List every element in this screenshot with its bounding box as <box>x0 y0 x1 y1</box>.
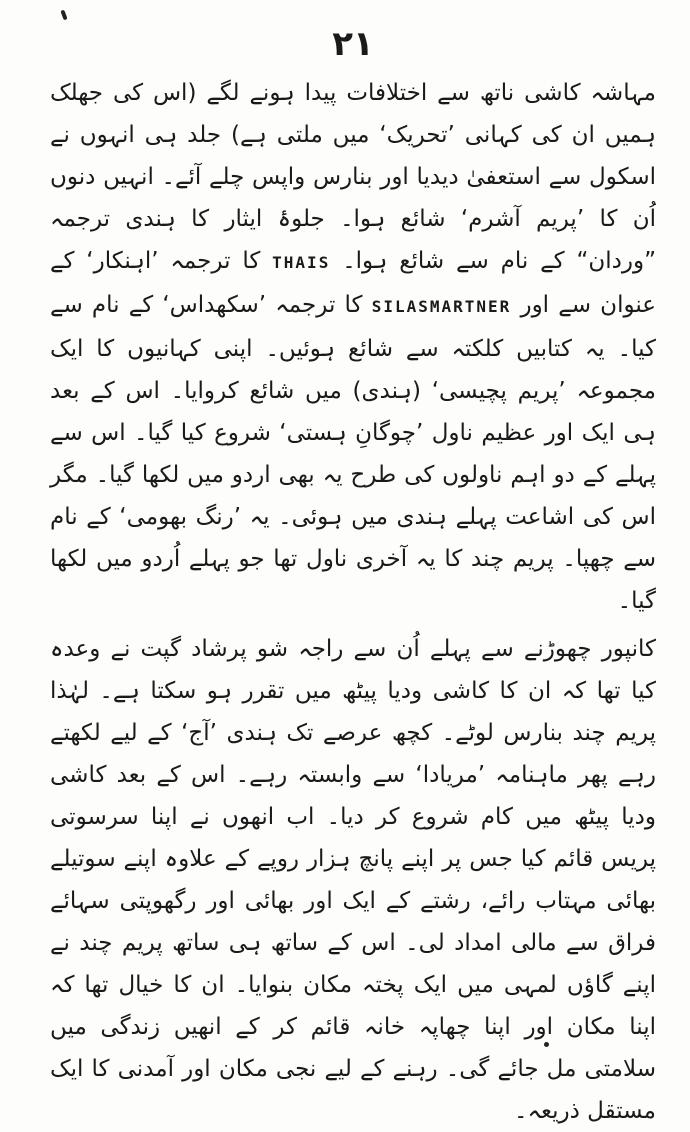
paragraph-1 <box>50 72 656 622</box>
corner-ink-mark <box>60 10 67 21</box>
bottom-ink-dot <box>544 1042 549 1047</box>
paragraph-text: کا ترجمہ ’اہنکار‘ کے عنوان سے اور <box>50 248 657 318</box>
paragraph-text: کا ترجمہ ’سکھداس‘ کے نام سے کیا۔ یہ کتابیں کلکتہ سے شائع ہوئیں۔ اپنی کہانیوں کا ایک مجموعہ ’پریم پچیسی‘ (ہندی) میں شائع کروایا۔ اس کے بعد ہی ایک اور عظیم ناول ’چوگانِ ہستی‘ شروع کیا گیا۔ اس سے پہلے کے دو اہم ناولوں کی طرح یہ بھی اردو میں لکھا گیا۔ مگر اس کی اشاعت پہلے ہندی میں ہوئی۔ یہ ’رنگ بھومی‘ کے نام سے چھپا۔ پریم چند کا یہ آخری ناول تھا جو پہلے اُردو میں لکھا گیا۔ <box>50 292 656 614</box>
paragraph-2 <box>50 628 656 1132</box>
latin-title-thais: THAIS <box>272 253 331 272</box>
paragraph-text: کانپور چھوڑنے سے پہلے اُن سے راجہ شو پرشاد گپت نے وعدہ کیا تھا کہ ان کا کاشی ودیا پیٹھ میں تقرر ہو سکتا ہے۔ لہٰذا پریم چند بنارس لوٹے۔ کچھ عرصے تک ہندی ’آج‘ کے لیے لکھتے رہے پھر ماہنامہ ’مریادا‘ سے وابستہ رہے۔ اس کے بعد کاشی ودیا پیٹھ میں کام شروع کر دیا۔ اب انھوں نے اپنا سرسوتی پریس قائم کیا جس پر اپنے پانچ ہزار روپے کے علاوہ اپنے سوتیلے بھائی مہتاب رائے، رشتے کے ایک اور بھائی اور رگھوپتی سہائے فراق سے مالی امداد لی۔ اس کے ساتھ ہی ساتھ پریم چند نے اپنے گاؤں لمہی میں ایک پختہ مکان بنوایا۔ ان کا خیال تھا کہ اپنا مکان اور اپنا چھاپہ خانہ قائم کر کے انھیں زندگی میں سلامتی مل جائے گی۔ رہنے کے لیے نجی مکان اور آمدنی کا ایک مستقل ذریعہ۔ <box>50 636 656 1124</box>
paragraph-text: مہاشہ کاشی ناتھ سے اختلافات پیدا ہونے لگے (اس کی جھلک ہمیں ان کی کہانی ’تحریک‘ میں ملتی ہے) جلد ہی انہوں نے اسکول سے استعفیٰ دیدیا اور بنارس واپس چلے آئے۔ انہیں دنوں اُن کا ’پریم آشرم‘ شائع ہوا۔ جلوۂ ایثار کا ہندی ترجمہ ”وردان“ کے نام سے شائع ہوا۔ <box>50 80 657 274</box>
page-number: ۲۱ <box>332 24 374 64</box>
latin-title-silasmartner: SILASMARTNER <box>371 297 512 316</box>
